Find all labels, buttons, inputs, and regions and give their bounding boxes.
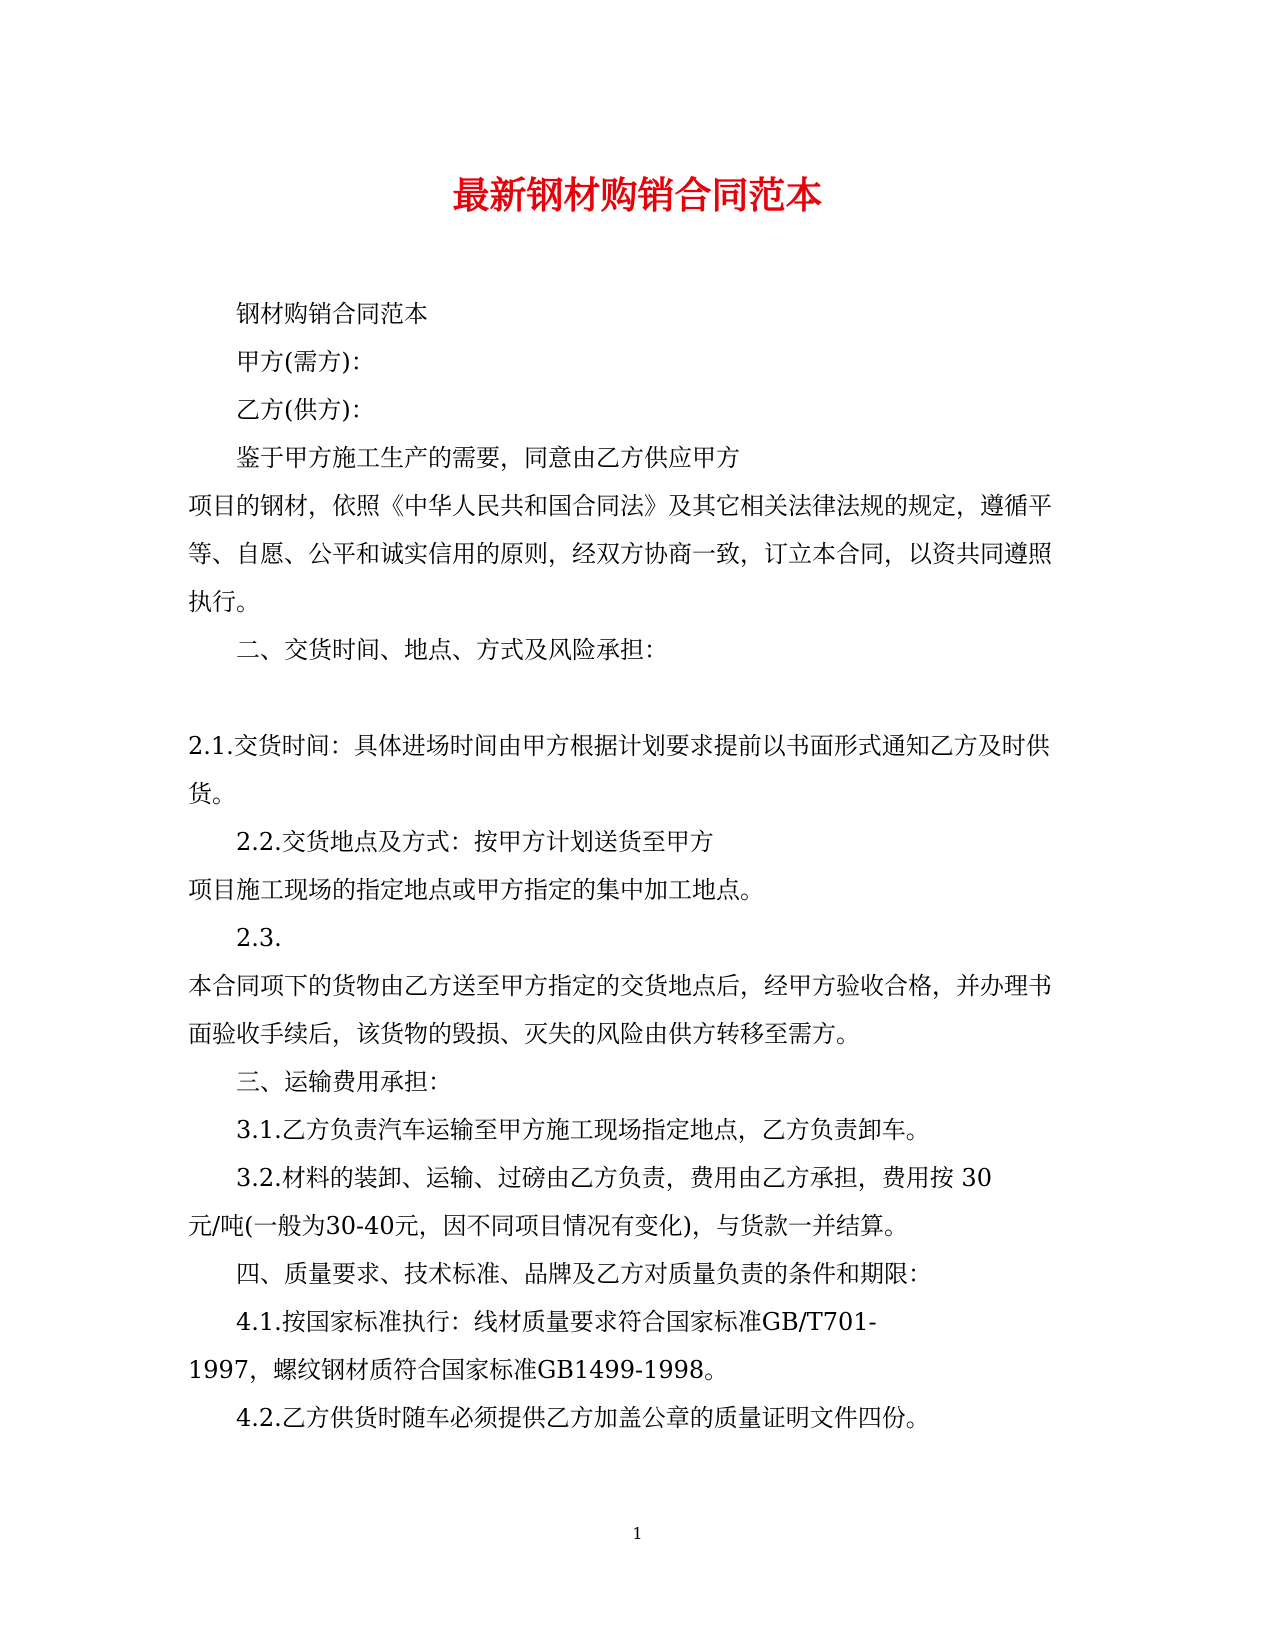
clause-line: 3.2.材料的装卸、运输、过磅由乙方负责，费用由乙方承担，费用按 30 (236, 1164, 992, 1192)
paragraph-line: 鉴于甲方施工生产的需要，同意由乙方供应甲方 (236, 444, 740, 472)
document-body (188, 290, 1088, 1442)
clause-line: 货。 (188, 780, 236, 808)
page-number: 1 (632, 1524, 643, 1543)
clause-line: 1997，螺纹钢材质符合国家标准GB1499-1998。 (188, 1356, 729, 1384)
party-b-line: 乙方(供方)： (236, 396, 375, 424)
party-a-line: 甲方(需方)： (236, 348, 375, 376)
section-heading: 二、交货时间、地点、方式及风险承担： (236, 636, 668, 664)
section-heading: 三、运输费用承担： (236, 1068, 452, 1096)
paragraph-line: 执行。 (188, 588, 260, 616)
clause-line: 2.1.交货时间：具体进场时间由甲方根据计划要求提前以书面形式通知乙方及时供 (188, 732, 1050, 760)
clause-line: 2.2.交货地点及方式：按甲方计划送货至甲方 (236, 828, 714, 856)
clause-line: 4.2.乙方供货时随车必须提供乙方加盖公章的质量证明文件四份。 (236, 1404, 930, 1432)
paragraph-line: 等、自愿、公平和诚实信用的原则，经双方协商一致，订立本合同，以资共同遵照 (188, 540, 1052, 568)
clause-line: 4.1.按国家标准执行：线材质量要求符合国家标准GB/T701- (236, 1308, 877, 1336)
section-heading: 四、质量要求、技术标准、品牌及乙方对质量负责的条件和期限： (236, 1260, 932, 1288)
blank-line (188, 674, 1088, 722)
clause-line: 本合同项下的货物由乙方送至甲方指定的交货地点后，经甲方验收合格，并办理书 (188, 972, 1052, 1000)
clause-line: 项目施工现场的指定地点或甲方指定的集中加工地点。 (188, 876, 764, 904)
clause-line: 2.3. (236, 924, 282, 952)
paragraph-line: 项目的钢材，依照《中华人民共和国合同法》及其它相关法律法规的规定，遵循平 (188, 492, 1052, 520)
clause-line: 3.1.乙方负责汽车运输至甲方施工现场指定地点，乙方负责卸车。 (236, 1116, 930, 1144)
clause-line: 元/吨(一般为30-40元，因不同项目情况有变化)，与货款一并结算。 (188, 1212, 908, 1240)
contract-subtitle: 钢材购销合同范本 (236, 300, 428, 328)
clause-line: 面验收手续后，该货物的毁损、灭失的风险由供方转移至需方。 (188, 1020, 860, 1048)
document-title: 最新钢材购销合同范本 (452, 173, 823, 217)
